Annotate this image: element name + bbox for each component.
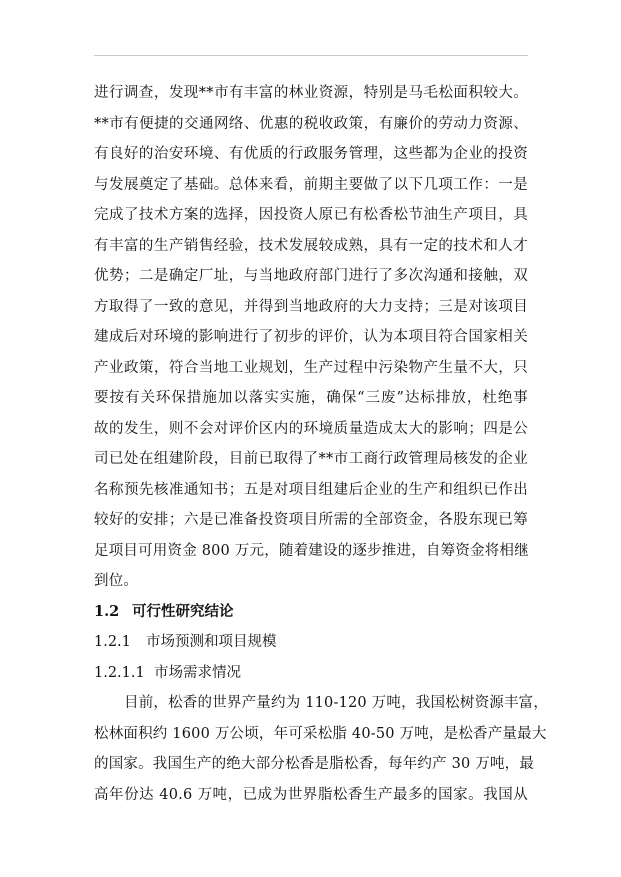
text-line: 优势；二是确定厂址，与当地政府部门进行了多次沟通和接触，双 — [94, 268, 528, 284]
text-line: 建成后对环境的影响进行了初步的评价，认为本项目符合国家相关 — [94, 329, 528, 345]
text-line: 与发展奠定了基础。总体来看，前期主要做了以下几项工作：一是 — [94, 176, 528, 193]
section-heading-1-2 — [94, 597, 528, 628]
text-line: 松林面积约 1600 万公顷，年可采松脂 40-50 万吨，是松香产量最大 — [94, 725, 547, 742]
section-number: 1.2 — [94, 602, 120, 620]
text-line: 司已处在组建阶段，目前已取得了**市工商行政管理局核发的企业 — [94, 451, 528, 467]
text-line: 要按有关环保措施加以落实实施，确保“三废”达标排放，杜绝事 — [94, 390, 528, 406]
section-number: 1.2.1 — [94, 634, 131, 650]
text-line: 较好的安排；六是已准备投资项目所需的全部资金，各股东现已筹 — [94, 512, 528, 528]
text-line: 的国家。我国生产的绝大部分松香是脂松香，每年约产 30 万吨，最 — [94, 756, 535, 772]
text-line: 进行调查，发现**市有丰富的林业资源，特别是马毛松面积较大。 — [94, 85, 528, 101]
section-heading-1-2-1-1 — [94, 658, 528, 689]
section-title: 市场预测和项目规模 — [146, 634, 277, 650]
section-number: 1.2.1.1 — [94, 664, 145, 681]
text-line: 故的发生，则不会对评价区内的环境质量造成太大的影响；四是公 — [94, 420, 528, 437]
text-line: 有良好的治安环境、有优质的行政服务管理，这些都为企业的投资 — [94, 146, 528, 162]
paragraph-market-demand — [94, 688, 549, 810]
text-line: 高年份达 40.6 万吨，已成为世界脂松香生产最多的国家。我国从 — [94, 786, 528, 803]
text-line: **市有便捷的交通网络、优惠的税收政策，有廉价的劳动力资源、 — [94, 115, 528, 132]
text-line: 名称预先核准通知书；五是对项目组建后企业的生产和组织已作出 — [94, 481, 528, 498]
text-line: 目前，松香的世界产量约为 110-120 万吨，我国松树资源丰富， — [124, 695, 549, 711]
header-rule — [94, 55, 528, 56]
document-body — [94, 78, 549, 810]
section-title: 市场需求情况 — [154, 664, 241, 681]
paragraph-investment-background — [94, 78, 528, 597]
section-title: 可行性研究结论 — [132, 602, 234, 620]
text-line: 完成了技术方案的选择，因投资人原已有松香松节油生产项目，具 — [94, 207, 528, 223]
section-heading-1-2-1 — [94, 627, 528, 658]
text-line: 方取得了一致的意见，并得到当地政府的大力支持；三是对该项目 — [94, 298, 528, 315]
text-line: 有丰富的生产销售经验，技术发展较成熟，具有一定的技术和人才 — [94, 237, 528, 254]
text-line: 足项目可用资金 800 万元，随着建设的逐步推进，自筹资金将相继 — [94, 542, 529, 559]
text-line: 到位。 — [94, 573, 139, 589]
text-line: 产业政策，符合当地工业规划，生产过程中污染物产生量不大，只 — [94, 359, 528, 376]
